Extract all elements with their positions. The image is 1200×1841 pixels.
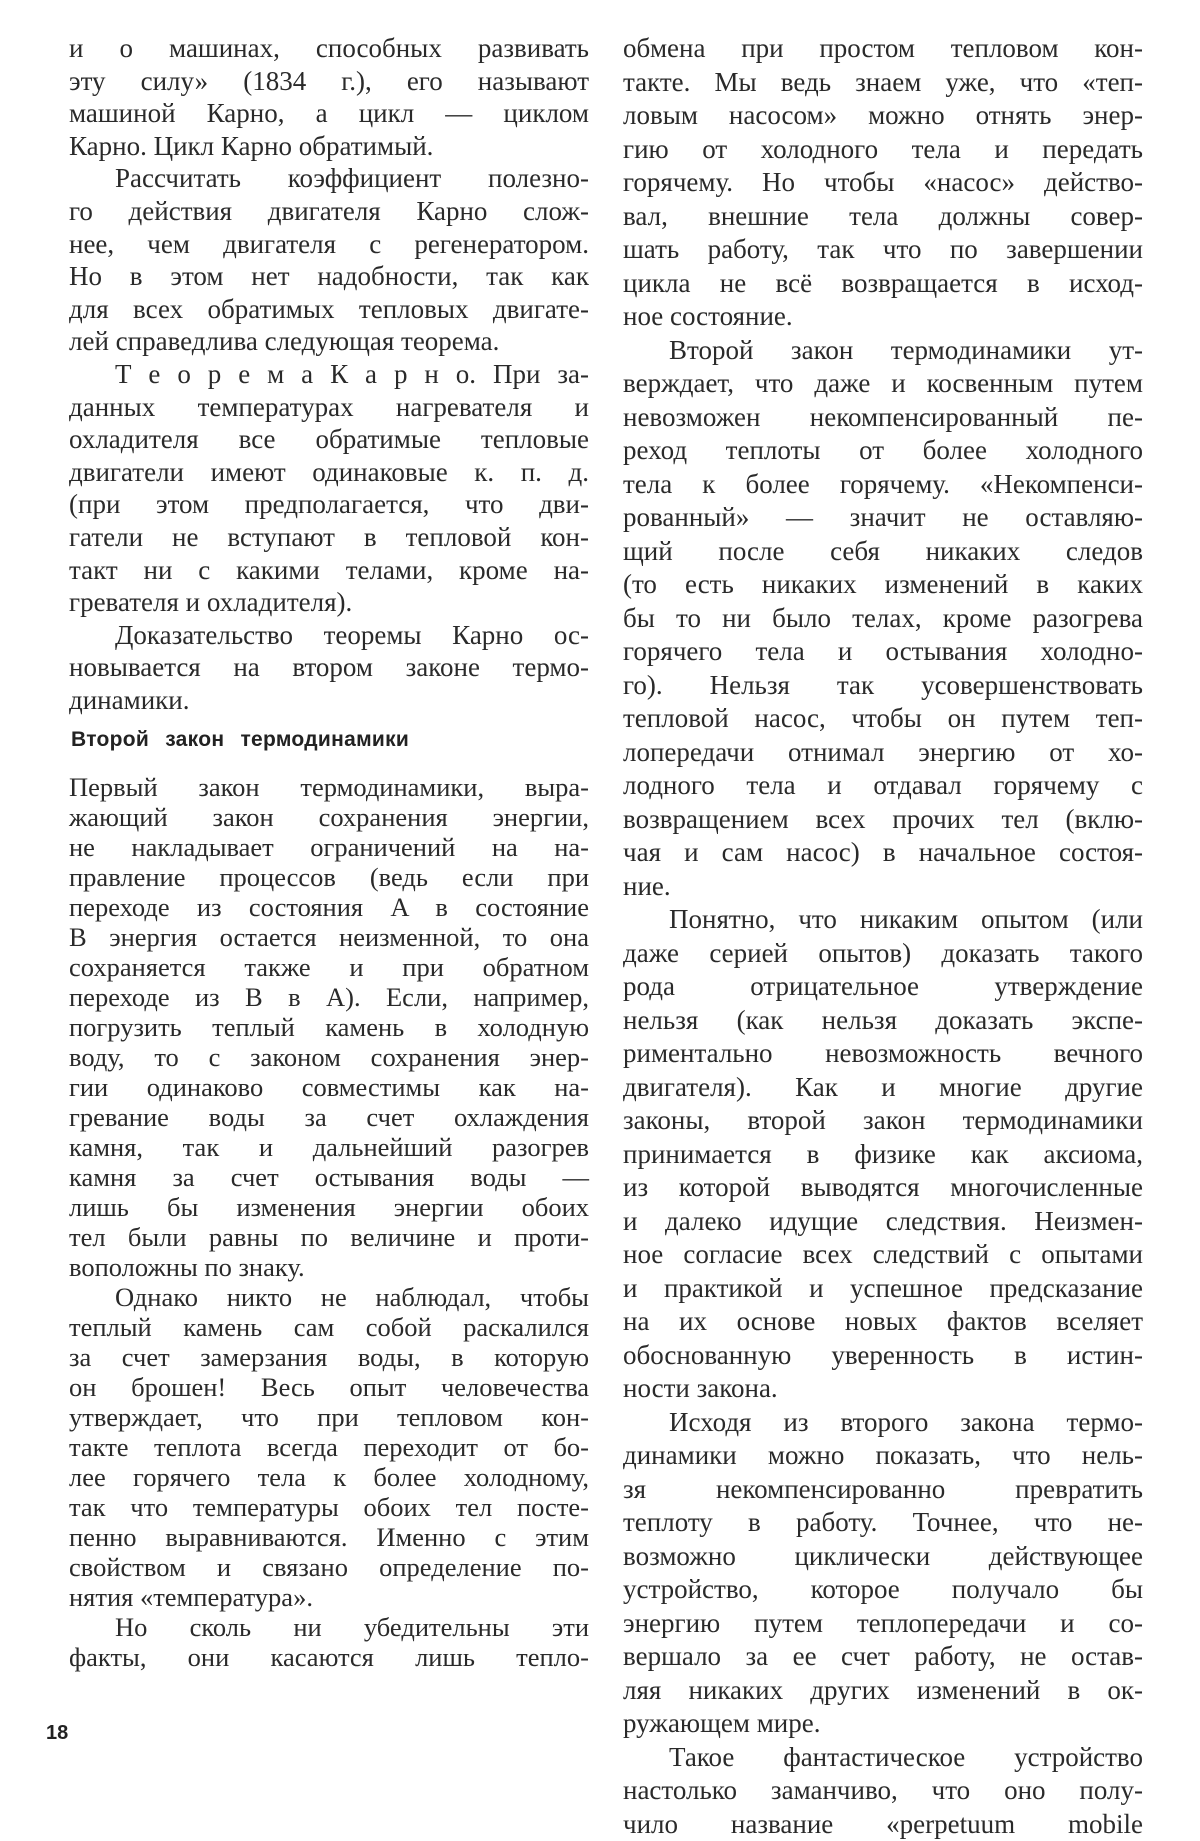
text-line: гию от холодного тела и передать xyxy=(623,133,1143,167)
text-line: и о машинах, способных развивать xyxy=(69,32,589,65)
text-line: обмена при простом тепловом кон- xyxy=(623,32,1143,66)
paragraph xyxy=(69,772,589,1282)
text-line: данных температурах нагревателя и xyxy=(69,391,589,424)
paragraph xyxy=(623,334,1143,904)
text-line: двигатели имеют одинаковые к. п. д. xyxy=(69,456,589,489)
text-line: динамики можно показать, что нель- xyxy=(623,1439,1143,1473)
text-line: шать работу, так что по завершении xyxy=(623,233,1143,267)
text-line: динамики. xyxy=(69,684,589,717)
text-line: охладителя все обратимые тепловые xyxy=(69,423,589,456)
text-line: нельзя (как нельзя доказать экспе- xyxy=(623,1004,1143,1038)
text-line: нее, чем двигателя с регенератором. xyxy=(69,228,589,261)
text-line: горячему. Но чтобы «насос» действо- xyxy=(623,166,1143,200)
text-line: Исходя из второго закона термо- xyxy=(623,1406,1143,1440)
text-line: тел были равны по величине и проти- xyxy=(69,1222,589,1252)
text-line: такте. Мы ведь знаем уже, что «теп- xyxy=(623,66,1143,100)
text-line: рода отрицательное утверждение xyxy=(623,970,1143,1004)
text-line: тела к более горячему. «Некомпенси- xyxy=(623,468,1143,502)
text-line: за счет замерзания воды, в которую xyxy=(69,1342,589,1372)
text-line: теплый камень сам собой раскалился xyxy=(69,1312,589,1342)
text-line: горячего тела и остывания холодно- xyxy=(623,635,1143,669)
page-number: 18 xyxy=(46,1722,68,1745)
text-line: B энергия остается неизменной, то она xyxy=(69,922,589,952)
text-line: лопередачи отнимал энергию от хо- xyxy=(623,736,1143,770)
section-heading: Второй закон термодинамики xyxy=(71,728,409,752)
text-line: возвращением всех прочих тел (вклю- xyxy=(623,803,1143,837)
text-line: и практикой и успешное предсказание xyxy=(623,1272,1143,1306)
text-line: Однако никто не наблюдал, чтобы xyxy=(69,1282,589,1312)
text-line: бы то ни было телах, кроме разогрева xyxy=(623,602,1143,636)
text-line: воположны по знаку. xyxy=(69,1252,589,1282)
text-line: лей справедлива следующая теорема. xyxy=(69,325,589,358)
text-line: погрузить теплый камень в холодную xyxy=(69,1012,589,1042)
text-line: вершало за ее счет работу, не остав- xyxy=(623,1640,1143,1674)
text-line: невозможен некомпенсированный пе- xyxy=(623,401,1143,435)
text-line: ности закона. xyxy=(623,1372,1143,1406)
text-line: Первый закон термодинамики, выра- xyxy=(69,772,589,802)
text-line: лее горячего тела к более холодному, xyxy=(69,1462,589,1492)
text-line: жающий закон сохранения энергии, xyxy=(69,802,589,832)
text-line: вал, внешние тела должны совер- xyxy=(623,200,1143,234)
paragraph xyxy=(69,358,589,619)
text-line: Такое фантастическое устройство xyxy=(623,1741,1143,1775)
text-line: энергию путем теплопередачи и со- xyxy=(623,1607,1143,1641)
text-line: гревателя и охладителя). xyxy=(69,586,589,619)
text-line: воду, то с законом сохранения энер- xyxy=(69,1042,589,1072)
text-line: Т е о р е м а К а р н о. При за- xyxy=(69,358,589,391)
text-line: переходе из состояния A в состояние xyxy=(69,892,589,922)
text-line: (то есть никаких изменений в каких xyxy=(623,568,1143,602)
paragraph xyxy=(623,1741,1143,1841)
text-line: принимается в физике как аксиома, xyxy=(623,1138,1143,1172)
text-line: он брошен! Весь опыт человечества xyxy=(69,1372,589,1402)
paragraph xyxy=(69,162,589,358)
paragraph xyxy=(69,1612,589,1672)
left-column-bottom xyxy=(69,772,589,1672)
text-line: щий после себя никаких следов xyxy=(623,535,1143,569)
paragraph xyxy=(623,32,1143,334)
text-line: для всех обратимых тепловых двигате- xyxy=(69,293,589,326)
text-line: переходе из B в A). Если, например, xyxy=(69,982,589,1012)
text-line: ружающем мире. xyxy=(623,1707,1143,1741)
text-line: Но сколь ни убедительны эти xyxy=(69,1612,589,1642)
text-line: сохраняется также и при обратном xyxy=(69,952,589,982)
text-line: пенно выравниваются. Именно с этим xyxy=(69,1522,589,1552)
text-line: ловым насосом» можно отнять энер- xyxy=(623,99,1143,133)
text-line: верждает, что даже и косвенным путем xyxy=(623,367,1143,401)
text-line: гатели не вступают в тепловой кон- xyxy=(69,521,589,554)
text-line: даже серией опытов) доказать такого xyxy=(623,937,1143,971)
text-line: законы, второй закон термодинамики xyxy=(623,1104,1143,1138)
text-line: камня за счет остывания воды — xyxy=(69,1162,589,1192)
text-line: цикла не всё возвращается в исход- xyxy=(623,267,1143,301)
text-line: возможно циклически действующее xyxy=(623,1540,1143,1574)
text-line: (при этом предполагается, что дви- xyxy=(69,488,589,521)
text-line: свойством и связано определение по- xyxy=(69,1552,589,1582)
paragraph xyxy=(623,903,1143,1406)
text-line: зя некомпенсированно превратить xyxy=(623,1473,1143,1507)
text-line: реход теплоты от более холодного xyxy=(623,434,1143,468)
text-line: Карно. Цикл Карно обратимый. xyxy=(69,130,589,163)
text-line: не накладывает ограничений на на- xyxy=(69,832,589,862)
paragraph xyxy=(69,619,589,717)
text-line: Понятно, что никаким опытом (или xyxy=(623,903,1143,937)
text-line: такте теплота всегда переходит от бо- xyxy=(69,1432,589,1462)
text-line: из которой выводятся многочисленные xyxy=(623,1171,1143,1205)
text-line: го действия двигателя Карно слож- xyxy=(69,195,589,228)
text-line: нятия «температура». xyxy=(69,1582,589,1612)
text-line: ние. xyxy=(623,870,1143,904)
text-line: ляя никаких других изменений в ок- xyxy=(623,1674,1143,1708)
text-line: чая и сам насос) в начальное состоя- xyxy=(623,836,1143,870)
text-line: теплоту в работу. Точнее, что не- xyxy=(623,1506,1143,1540)
paragraph xyxy=(69,1282,589,1612)
text-line: Но в этом нет надобности, так как xyxy=(69,260,589,293)
left-column-top xyxy=(69,32,589,716)
text-line: правление процессов (ведь если при xyxy=(69,862,589,892)
text-line: на их основе новых фактов вселяет xyxy=(623,1305,1143,1339)
text-line: обоснованную уверенность в истин- xyxy=(623,1339,1143,1373)
text-line: гревание воды за счет охлаждения xyxy=(69,1102,589,1132)
text-line: камня, так и дальнейший разогрев xyxy=(69,1132,589,1162)
text-line: настолько заманчиво, что оно полу- xyxy=(623,1774,1143,1808)
text-line: риментально невозможность вечного xyxy=(623,1037,1143,1071)
text-line: такт ни с какими телами, кроме на- xyxy=(69,554,589,587)
paragraph xyxy=(623,1406,1143,1741)
text-line: факты, они касаются лишь тепло- xyxy=(69,1642,589,1672)
text-line: лишь бы изменения энергии обоих xyxy=(69,1192,589,1222)
text-line: чило название «perpetuum mobile xyxy=(623,1808,1143,1841)
text-line: ное согласие всех следствий с опытами xyxy=(623,1238,1143,1272)
paragraph xyxy=(69,32,589,162)
text-line: двигателя). Как и многие другие xyxy=(623,1071,1143,1105)
text-line: так что температуры обоих тел посте- xyxy=(69,1492,589,1522)
text-line: Рассчитать коэффициент полезно- xyxy=(69,162,589,195)
text-line: утверждает, что при тепловом кон- xyxy=(69,1402,589,1432)
text-line: лодного тела и отдавал горячему с xyxy=(623,769,1143,803)
text-line: новывается на втором законе термо- xyxy=(69,651,589,684)
right-column xyxy=(623,32,1143,1841)
text-line: Доказательство теоремы Карно ос- xyxy=(69,619,589,652)
text-line: ное состояние. xyxy=(623,300,1143,334)
text-line: устройство, которое получало бы xyxy=(623,1573,1143,1607)
text-line: и далеко идущие следствия. Неизмен- xyxy=(623,1205,1143,1239)
text-line: го). Нельзя так усовершенствовать xyxy=(623,669,1143,703)
text-line: рованный» — значит не оставляю- xyxy=(623,501,1143,535)
text-line: эту силу» (1834 г.), его называют xyxy=(69,65,589,98)
text-line: машиной Карно, а цикл — циклом xyxy=(69,97,589,130)
text-line: тепловой насос, чтобы он путем теп- xyxy=(623,702,1143,736)
text-line: гии одинаково совместимы как на- xyxy=(69,1072,589,1102)
text-line: Второй закон термодинамики ут- xyxy=(623,334,1143,368)
